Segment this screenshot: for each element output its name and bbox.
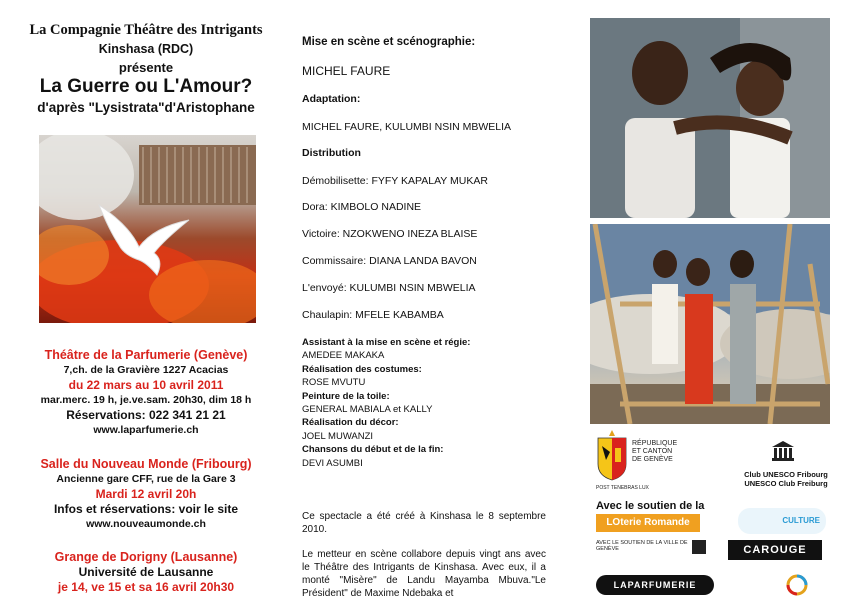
venue-dates: Mardi 12 avril 20h [95, 487, 197, 501]
venue-dorigny [0, 550, 292, 595]
cast-item: Démobilisette: FYFY KAPALAY MUKAR [302, 175, 488, 187]
geneve-line: ET CANTON [632, 448, 673, 455]
culture-label: CULTURE [782, 516, 820, 525]
crew-name: AMEDEE MAKAKA [302, 350, 385, 362]
crew-list [302, 336, 546, 470]
loterie-intro: Avec le soutien de la [596, 500, 705, 512]
crew-name: ROSE MVUTU [302, 377, 366, 389]
venue-booking: Infos et réservations: voir le site [53, 502, 239, 516]
creation-note: Ce spectacle a été créé à Kinshasa le 8 septembre 2010. [302, 511, 546, 535]
right-column [560, 0, 847, 600]
geneve-line: DE GENÈVE [632, 456, 673, 463]
venue-url[interactable]: www.laparfumerie.ch [93, 424, 199, 436]
venue-address: Ancienne gare CFF, rue de la Gare 3 [56, 473, 236, 485]
adapt-heading: Adaptation: [302, 93, 361, 105]
crew-role: Peinture de la toile: [302, 390, 390, 402]
cast-item: L'envoyé: KULUMBI NSIN MBWELIA [302, 282, 476, 294]
crew-role: Réalisation des costumes: [302, 363, 422, 375]
venue-dates: je 14, ve 15 et sa 16 avril 20h30 [57, 580, 235, 594]
venue-name: Théâtre de la Parfumerie (Genève) [44, 348, 248, 362]
venue-times: mar.merc. 19 h, je.ve.sam. 20h30, dim 18 h [40, 394, 252, 406]
venue-dates: du 22 mars au 10 avril 2011 [68, 378, 224, 392]
venue-nouveau-monde [0, 457, 292, 532]
cast-item: Chaulapin: MFELE KABAMBA [302, 309, 444, 321]
presents-label: présente [118, 60, 174, 75]
unesco-temple-icon [772, 441, 794, 466]
poster-dove-fire-image [39, 135, 256, 323]
play-subtitle: d'après "Lysistrata"d'Aristophane [37, 100, 255, 115]
circle-color-logo-icon [786, 574, 808, 601]
unesco-club-text [730, 470, 842, 488]
unesco-line: UNESCO Club Freiburg [744, 479, 828, 488]
crew-role: Chansons du début et de la fin: [302, 444, 444, 456]
geneve-line: RÉPUBLIQUE [632, 440, 678, 447]
photo-stage-scene [590, 224, 830, 424]
dist-heading: Distribution [302, 147, 361, 159]
mise-name: MICHEL FAURE [302, 64, 391, 78]
crew-name: DEVI ASUMBI [302, 457, 363, 469]
culture-logo [738, 508, 826, 534]
venue-address: 7,ch. de la Gravière 1227 Acacias [63, 364, 229, 376]
venue-name: Grange de Dorigny (Lausanne) [54, 550, 238, 564]
venue-booking: Réservations: 022 341 21 21 [66, 408, 226, 422]
venue-url[interactable]: www.nouveaumonde.ch [86, 518, 206, 530]
adapt-names: MICHEL FAURE, KULUMBI NSIN MBWELIA [302, 121, 512, 133]
mise-heading: Mise en scène et scénographie: [302, 36, 476, 48]
collab-note: Le metteur en scène collabore depuis vingt ans avec le Théâtre des Intrigants de Kinshasa. Avec eux, il a monté "Misère" de Landu Mayamba Mbuva."Le Président" de Maxime Ndebaka et [302, 549, 546, 599]
cast-item: Victoire: NZOKWENO INEZA BLAISE [302, 228, 478, 240]
photo-embrace [590, 18, 830, 218]
ville-geneve-logo: AVEC LE SOUTIEN DE LA VILLE DE GENÈVE [596, 540, 688, 552]
play-title: La Guerre ou L'Amour? [39, 76, 253, 97]
unesco-line: Club UNESCO Fribourg [744, 470, 828, 479]
venue-address: Université de Lausanne [78, 565, 214, 579]
geneve-coat-of-arms-icon [596, 430, 628, 487]
crew-role: Assistant à la mise en scène et régie: [302, 337, 471, 348]
venue-name: Salle du Nouveau Monde (Fribourg) [40, 457, 252, 471]
ville-geneve-icon [692, 540, 706, 554]
cast-item: Commissaire: DIANA LANDA BAVON [302, 255, 477, 267]
venue-parfumerie [0, 348, 292, 438]
crew-name: JOEL MUWANZI [302, 430, 374, 442]
loterie-romande-logo: LOterie Romande [596, 514, 700, 532]
company-name: La Compagnie Théâtre des Intrigants [29, 22, 263, 38]
laparfumerie-logo: LAPARFUMERIE [596, 575, 714, 595]
cast-item: Dora: KIMBOLO NADINE [302, 201, 422, 213]
geneve-text [632, 440, 677, 464]
carouge-logo: CAROUGE [728, 540, 822, 560]
crew-name: GENERAL MABIALA et KALLY [302, 404, 433, 416]
post-tenebras: POST TENEBRAS LUX [596, 485, 649, 491]
company-city: Kinshasa (RDC) [98, 42, 194, 56]
crew-role: Réalisation du décor: [302, 417, 399, 429]
